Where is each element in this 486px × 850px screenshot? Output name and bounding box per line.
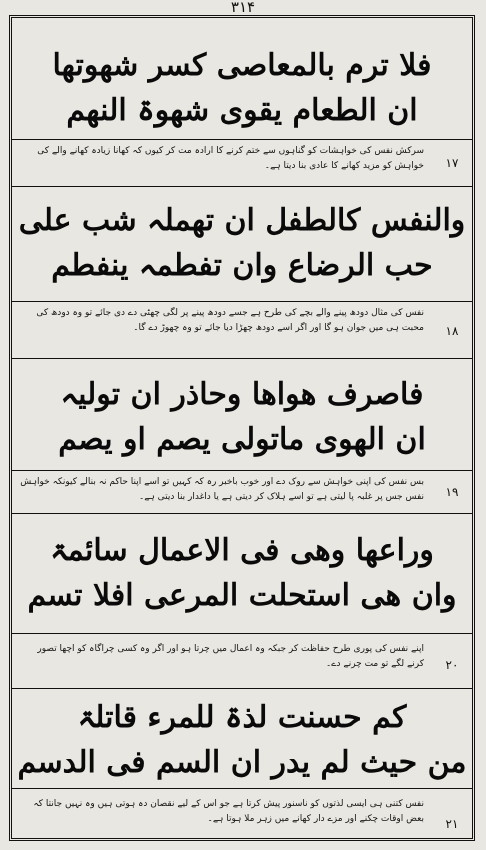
- verse-block: [12, 690, 472, 794]
- verse-line: والنفس کالطفل ان تھملہ شب علی: [18, 203, 466, 238]
- commentary-text: بس نفس کی اپنی خواہش سے روک دے اور خوب باخبر رہ کہ کہیں تو اسے اپنا حاکم نہ بنالے کیونکہ خواہش نفس جس پر غلبہ پا لیتی ہے تو اسے ہلاک کر دیتی ہے یا داغدار بنا دیتی ہے۔: [20, 477, 424, 502]
- page-number: ۳۱۴: [230, 0, 256, 14]
- commentary-block: [12, 788, 472, 838]
- commentary-number: ۲۱: [445, 817, 459, 831]
- commentary-text: نفس کی مثال دودھ پینے والے بچے کی طرح ہے جسے دودھ پینے پر لگی چھٹی دے دی جائے تو وہ دودھ کی محبت ہی میں جوان ہو گا اور اگر اسے دودھ چھڑا دیا جائے تو وہ چھوڑ دے گا۔: [36, 308, 424, 333]
- commentary-number: ۱۷: [445, 156, 459, 170]
- verse-block: [12, 190, 472, 310]
- commentary-block: [12, 139, 472, 187]
- verse-block: [12, 516, 472, 638]
- commentary-block: [12, 301, 472, 359]
- verse-line: حب الرضاع وان تفطمہ ینفطم: [51, 248, 433, 283]
- verse-block: [12, 43, 472, 139]
- verse-block: [12, 362, 472, 477]
- verse-line: فاصرف ھواھا وحاذر ان تولیہ: [60, 377, 424, 412]
- verse-line: کم حسنت لذۃ للمرء قاتلۃ: [77, 700, 407, 735]
- commentary-number: ۱۸: [445, 324, 459, 338]
- verse-line: فلا ترم بالمعاصی کسر شھوتھا: [52, 48, 432, 83]
- verse-line: من حیث لم یدر ان السم فی الدسم: [17, 745, 467, 780]
- commentary-number: ۱۹: [445, 485, 459, 499]
- verse-line: ان الطعام یقوی شھوۃ النھم: [66, 93, 418, 128]
- commentary-block: [12, 470, 472, 514]
- page-frame: [9, 15, 475, 841]
- commentary-number: ۲۰: [445, 658, 459, 672]
- commentary-text: اپنے نفس کی پوری طرح حفاظت کر جبکہ وہ اعمال میں چرتا ہو اور اگر وہ کسی چراگاہ کو اچھا تصور کرنے لگے تو مت چرنے دے۔: [37, 644, 424, 669]
- commentary-text: سرکش نفس کی خواہشات کو گناہوں سے ختم کرنے کا ارادہ مت کر کیوں کہ کھانا زیادہ کھانے والے کی خواہش کو مزید کھانے کا عادی بنا دیتا ہے۔: [37, 146, 424, 171]
- commentary-block: [12, 633, 472, 689]
- verse-line: وان ھی استحلت المرعی افلا تسم: [27, 578, 457, 613]
- verse-line: وراعھا وھی فی الاعمال سائمۃ: [50, 533, 434, 568]
- verse-line: ان الھوی ماتولی یصم او یصم: [58, 422, 426, 457]
- commentary-text: نفس کتنی ہی ایسی لذتوں کو ناسنور پیش کرتا ہے جو اس کے لیے نقصان دہ ہوتی ہیں وہ نہیں جانتا کہ بعض اوقات چکنے اور مزے دار کھانے میں زہر ملا ہوتا ہے۔: [33, 799, 424, 824]
